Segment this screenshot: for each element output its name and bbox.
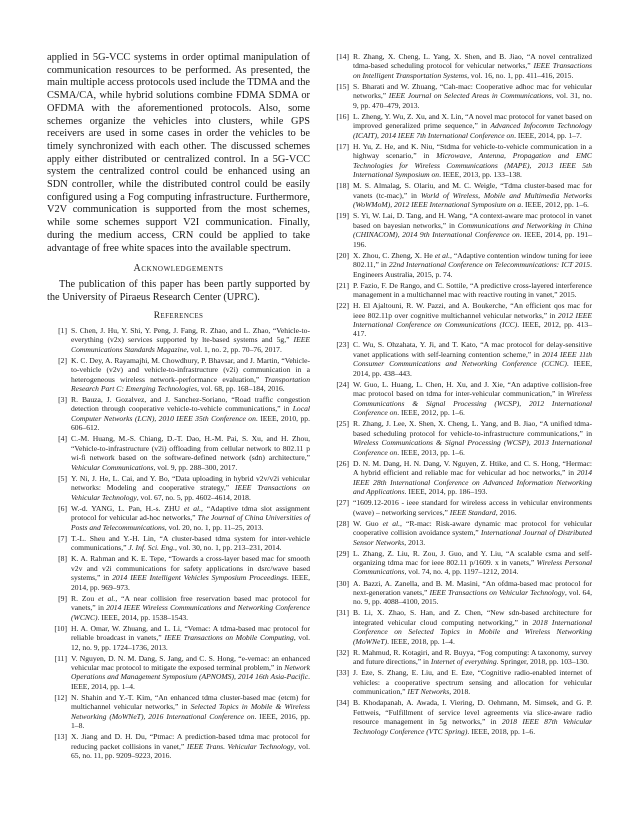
reference-authors-title: C.-M. Huang, M.-S. Chiang, D.-T. Dao, H.-M. Pai, S. Xu, and H. Zhou, “Vehicle-to-infrastructure (v2i) offloading from cellular network to 802.11 p wi-fi network based on the software-defined network (sdn) architecture,” <box>71 434 310 463</box>
reference-item <box>47 356 310 394</box>
reference-text <box>353 419 592 457</box>
reference-details: . Engineers Australia, 2015, p. 74. <box>353 260 593 279</box>
reference-details: , vol. 12, no. 9, pp. 1724–1736, 2013. <box>71 633 311 652</box>
reference-text <box>353 301 592 339</box>
reference-authors-title: X. Zhou, C. Zheng, X. He <box>353 250 433 260</box>
reference-authors-title: W. Guo <box>353 518 379 528</box>
reference-item <box>47 693 310 731</box>
reference-details: . IEEE, 2012, pp. 413–417. <box>353 319 592 339</box>
reference-details: . IEEE, 2010, pp. 606–612. <box>71 413 311 433</box>
reference-text <box>71 693 310 731</box>
reference-details: , vol. 64, no. 9, pp. 4088–4100, 2015. <box>353 587 592 607</box>
reference-text <box>71 434 310 472</box>
reference-item <box>329 211 592 249</box>
reference-venue: Internet of everything <box>430 657 497 667</box>
reference-authors-title: B. Khodapanah, A. Awada, I. Viering, D. Oehmann, M. Simsek, and G. P. Fettweis, “Fulfillment of service level agreements via slice-aware radio resource management in 5g networks,” in <box>353 698 592 727</box>
reference-item <box>47 326 310 354</box>
reference-details: . IEEE, 2014, pp. 191–196. <box>353 230 592 249</box>
reference-authors-title: H. A. Omar, W. Zhuang, and L. Li, “Vemac: A tdma-based mac protocol for reliable broadcast in vanets,” <box>71 623 310 643</box>
reference-text <box>353 181 592 209</box>
reference-venue: 2014 IEEE Intelligent Vehicles Symposium Proceedings <box>112 573 287 583</box>
reference-number: [20] <box>336 250 349 260</box>
reference-authors-title: A. Bazzi, A. Zanella, and B. M. Masini, “An ofdma-based mac protocol for next-generation vanets,” <box>353 578 592 597</box>
reference-venue: IET Networks <box>407 687 450 697</box>
reference-venue: IEEE Standard <box>449 507 496 517</box>
reference-list-right <box>329 52 592 736</box>
reference-text <box>353 281 592 300</box>
reference-et-al: et al. <box>183 503 202 513</box>
reference-venue: 22nd International Conference on Telecommunications: ICT 2015 <box>388 260 591 270</box>
reference-text <box>353 698 592 736</box>
reference-item <box>329 579 592 607</box>
reference-venue: Selected Topics in Mobile & Wireless Networking (MoWNeT), 2016 International Conference on <box>71 702 311 721</box>
reference-details: . IEEE, 2018, pp. 1–4. <box>387 636 455 646</box>
reference-venue: World of Wireless, Mobile and Multimedia Networks (WoWMoM), 2012 IEEE International Symposium on a <box>353 190 592 210</box>
reference-details: . IEEE, 2016, pp. 1–8. <box>71 711 310 731</box>
reference-text <box>353 112 592 140</box>
reference-venue: 2012 IEEE International Conference on Communications (ICC) <box>353 310 592 329</box>
reference-authors-title: R. Zhang, J. Lee, X. Shen, X. Cheng, L. Yang, and B. Jiao, “A unified tdma-based scheduling protocol for vehicle-to-infrastructure communications,” in <box>353 419 592 438</box>
reference-item <box>329 549 592 577</box>
reference-authors-title: T.-L. Sheu and Y.-H. Lin, “A cluster-based tdma system for inter-vehicle communications,” <box>71 533 310 553</box>
reference-number: [33] <box>336 668 349 678</box>
reference-venue: 2018 IEEE 87th Vehicular Technology Conference (VTC Spring) <box>353 717 592 736</box>
reference-number: [18] <box>336 181 349 191</box>
reference-details: . IEEE, 2012, pp. 1–6. <box>521 200 589 210</box>
reference-item <box>47 504 310 532</box>
reference-details: , vol. 30, no. 1, pp. 213–231, 2014. <box>174 543 282 553</box>
reference-text <box>71 554 310 592</box>
reference-authors-title: H. Yu, Z. He, and K. Niu, “Stdma for vehicle-to-vehicle communication in a highway scenario,” in <box>353 141 592 161</box>
reference-et-al: et al. <box>98 593 116 603</box>
reference-authors-title: D. N. M. Dang, H. N. Dang, V. Nguyen, Z. Htike, and C. S. Hong, “Hermac: A hybrid efficient and reliable mac for vehicular ad hoc networks,” in <box>353 458 592 478</box>
reference-details: , vol. 16, no. 1, pp. 411–416, 2015. <box>467 70 574 80</box>
reference-text <box>353 498 592 517</box>
reference-item <box>47 434 310 472</box>
acknowledgements-heading: Acknowledgements <box>133 263 224 275</box>
reference-text <box>71 395 310 433</box>
reference-authors-title: X. Jiang and D. H. Du, “Ptmac: A prediction-based tdma mac protocol for reducing packet collisions in vanet,” <box>71 732 310 751</box>
reference-authors-title: M. S. Almalag, S. Olariu, and M. C. Weigle, “Tdma cluster-based mac for vanets (tc-mac),” in <box>353 181 592 200</box>
reference-number: [5] <box>58 473 67 483</box>
reference-title: , “Adaptive contention window tuning for ieee 802.11,” in <box>353 250 592 270</box>
reference-text <box>71 474 310 502</box>
reference-details: . IEEE, 2013, pp. 133–138. <box>439 170 522 180</box>
reference-venue: 2018 International Conference on Selected Topics in Mobile and Wireless Networking (MoWNeT) <box>353 617 593 646</box>
reference-authors-title: V. Nguyen, D. N. M. Dang, S. Jang, and C. S. Hong, “e-vemac: an enhanced vehicular mac protocol to mitigate the exposed terminal problem,” in <box>71 653 310 672</box>
reference-number: [9] <box>58 593 67 603</box>
reference-authors-title: R. Zou <box>71 593 95 603</box>
reference-number: [15] <box>336 81 349 91</box>
reference-venue: Network Operations and Management Symposium (APNOMS), 2014 16th Asia-Pacific <box>71 663 310 682</box>
reference-authors-title: L. Zhang, Z. Liu, R. Zou, J. Guo, and Y. Liu, “A scalable csma and self-organizing tdma mac for ieee 802.11 p/1609. x in vanets,” <box>353 548 592 568</box>
reference-authors-title: “1609.12-2016 - ieee standard for wireless access in vehicular environments (wave) – networking services,” <box>353 498 592 517</box>
reference-number: [25] <box>336 419 349 429</box>
reference-venue: IEEE Journal on Selected Areas in Communications <box>388 91 552 101</box>
reference-authors-title: R. Zhang, X. Cheng, L. Yang, X. Shen, and B. Jiao, “A novel centralized tdma-based scheduling protocol for vehicular networks,” <box>353 52 592 71</box>
reference-details: , vol. 20, no. 1, pp. 11–25, 2013. <box>164 522 264 532</box>
reference-number: [17] <box>336 141 349 151</box>
reference-number: [13] <box>54 732 67 742</box>
reference-details: , 2016. <box>495 507 517 517</box>
acknowledgements-text: The publication of this paper has been partly supported by the University of Piraeus Research Center (UPRC). <box>47 279 310 303</box>
reference-authors-title: S. Yi, W. Lai, D. Tang, and H. Wang, “A context-aware mac protocol in vanet based on bayesian networks,” in <box>353 211 592 230</box>
reference-item <box>329 52 592 80</box>
reference-venue: Communications and Networking in China (CHINACOM), 2014 9th International Conference on <box>353 220 592 240</box>
reference-text <box>353 648 592 667</box>
reference-details: . IEEE, 2014, pp. 969–973. <box>71 573 311 592</box>
reference-authors-title: K. C. Dey, A. Rayamajhi, M. Chowdhury, P. Bhavsar, and J. Martin, “Vehicle-to-vehicle (v2v) and vehicle-to-infrastructure (v2i) communication in a heterogeneous wireless network–performance evaluation,” <box>71 355 310 384</box>
reference-authors-title: C. Wu, S. Ohzahata, Y. Ji, and T. Kato, “A mac protocol for delay-sensitive vanet applications with self-learning contention scheme,” in <box>353 340 592 359</box>
reference-details: . IEEE, 2013, pp. 1–6. <box>397 447 465 457</box>
reference-details: , vol. 31, no. 9, pp. 470–479, 2013. <box>353 91 592 110</box>
reference-venue: Microwave, Antenna, Propagation and EMC Technologies for Wireless Communications (MAPE), 2013 IEEE 5th International Symposium on <box>353 151 592 180</box>
reference-number: [4] <box>58 434 67 444</box>
reference-number: [3] <box>58 395 67 405</box>
reference-details: . IEEE, 2014, pp. 186–193. <box>404 487 488 497</box>
reference-details: . IEEE, 2014, pp. 1538–1543. <box>97 612 189 622</box>
reference-details: . IEEE, 2014, pp. 1–4. <box>71 672 310 691</box>
reference-item <box>47 474 310 502</box>
reference-venue: 2014 IEEE 28th International Conference on Advanced Information Networking and Applications <box>353 468 592 497</box>
reference-text <box>353 608 592 646</box>
reference-item <box>329 698 592 736</box>
reference-number: [26] <box>336 458 349 468</box>
reference-details: , 2018. <box>449 687 471 697</box>
left-column <box>47 52 310 762</box>
reference-number: [23] <box>336 340 349 350</box>
reference-number: [22] <box>336 301 349 311</box>
reference-et-al: et al. <box>434 250 450 260</box>
reference-authors-title: R. Mahmud, R. Kotagiri, and R. Buyya, “Fog computing: A taxonomy, survey and future directions,” in <box>353 647 592 667</box>
reference-details: , vol. 68, pp. 168–184, 2016. <box>197 383 285 393</box>
reference-text <box>71 356 310 394</box>
reference-number: [2] <box>58 355 67 365</box>
reference-venue: Wireless Personal Communications <box>353 558 592 577</box>
reference-text <box>71 534 310 553</box>
reference-venue: J. Inf. Sci. Eng. <box>128 543 175 553</box>
reference-number: [29] <box>336 548 349 558</box>
reference-number: [27] <box>336 498 349 508</box>
reference-details: , vol. 1, no. 2, pp. 70–76, 2017. <box>186 344 282 354</box>
reference-venue: International Journal of Distributed Sensor Networks <box>353 528 592 547</box>
reference-text <box>353 142 592 180</box>
reference-number: [24] <box>336 379 349 389</box>
reference-item <box>329 498 592 517</box>
reference-venue: Wireless Communications & Signal Processing (WCSP), 2013 International Conference on <box>353 438 592 457</box>
reference-item <box>47 594 310 622</box>
reference-venue: Local Computer Networks (LCN), 2010 IEEE 35th Conference on <box>71 404 310 423</box>
reference-authors-title: L. Zheng, Y. Wu, Z. Xu, and X. Lin, “A novel mac protocol for vanet based on improved generalized prime sequence,” in <box>353 111 592 131</box>
reference-authors-title: W. Guo, L. Huang, L. Chen, H. Xu, and J. Xie, “An adaptive collision-free mac protocol based on tdma for inter-vehicular communication,” in <box>353 379 592 399</box>
reference-text <box>353 82 592 110</box>
reference-details: . IEEE, 2014, pp. 438–443. <box>353 359 592 378</box>
reference-item <box>47 395 310 433</box>
reference-item <box>329 668 592 696</box>
reference-number: [31] <box>336 608 349 618</box>
reference-authors-title: W.-d. YANG, L. Pan, H.-s. ZHU <box>71 503 180 513</box>
reference-number: [11] <box>54 653 67 663</box>
reference-number: [12] <box>54 692 67 702</box>
reference-number: [19] <box>336 211 349 221</box>
reference-item <box>329 281 592 300</box>
reference-text <box>353 251 592 279</box>
reference-item <box>329 648 592 667</box>
reference-authors-title: S. Bharati and W. Zhuang, “Cah-mac: Cooperative adhoc mac for vehicular networks,” <box>353 81 592 101</box>
reference-item <box>329 419 592 457</box>
reference-venue: Vehicular Communications <box>71 462 154 472</box>
reference-number: [6] <box>58 503 67 513</box>
reference-authors-title: R. Bauza, J. Gozalvez, and J. Sanchez-Soriano, “Road traffic congestion detection through cooperative vehicle-to-vehicle communications,” in <box>71 395 310 414</box>
reference-venue: IEEE Transactions on Intelligent Transportation Systems <box>353 61 592 80</box>
reference-item <box>329 301 592 339</box>
reference-text <box>71 654 310 692</box>
reference-number: [28] <box>336 518 349 528</box>
reference-item <box>47 534 310 553</box>
reference-text <box>353 549 592 577</box>
reference-venue: IEEE Trans. Vehicular Technology <box>186 741 294 751</box>
references-heading: References <box>153 310 204 321</box>
reference-text <box>353 668 592 696</box>
reference-number: [8] <box>58 554 67 564</box>
reference-item <box>47 654 310 692</box>
reference-details: , vol. 9, pp. 288–300, 2017. <box>153 462 238 472</box>
reference-text <box>353 519 592 547</box>
body-paragraph: applied in 5G-VCC systems in order optimal manipulation of communication resources to be performed. As presented, the main multiple access protocols used include the TDMA and the CSMA/CA, while hybrid solutions combine FDMA SDMA or OFDMA with the aforementioned protocols. Also, some schemes organize the vehicles into clusters, while GPS receivers are used in some cases in order the vehicles to be timely synchronized with each other. The discussed schemes apply either distributed or centralized control. In a 5G-VCC system the centralized control could be enhanced using an SDN controller, while the distributed control could be easily configured using a Fog computing infrastructure. Furthermore, V2V communication is supported from the most schemes, while some schemes support V2I communication. Finally, during the medium access, CRN could be applied to take advantage of free white spaces into the available spectrum. <box>47 52 310 254</box>
reference-details: , vol. 74, no. 4, pp. 1197–1212, 2014. <box>404 567 519 577</box>
reference-text <box>353 340 592 378</box>
reference-item <box>329 380 592 418</box>
reference-title: , “A near collision free reservation based mac protocol for vanets,” in <box>71 593 310 613</box>
reference-item <box>329 82 592 110</box>
reference-item <box>329 181 592 209</box>
right-column <box>329 52 592 738</box>
reference-item <box>329 340 592 378</box>
reference-text <box>71 326 310 354</box>
reference-number: [1] <box>58 325 67 335</box>
reference-details: , 2013. <box>404 537 426 547</box>
reference-item <box>329 112 592 140</box>
reference-number: [16] <box>336 111 349 121</box>
reference-text <box>353 211 592 249</box>
reference-item <box>329 459 592 497</box>
reference-details: . IEEE, 2014, pp. 1–7. <box>514 130 582 140</box>
reference-number: [10] <box>54 623 67 633</box>
reference-authors-title: B. Li, X. Zhao, S. Han, and Z. Chen, “New sdn-based architecture for integrated vehicular cloud computing networking,” in <box>353 608 592 627</box>
reference-venue: The Journal of China Universities of Posts and Telecommunications <box>71 513 310 532</box>
reference-item <box>329 519 592 547</box>
reference-number: [30] <box>336 578 349 588</box>
reference-text <box>71 504 310 532</box>
reference-text <box>71 732 310 760</box>
reference-number: [34] <box>336 698 349 708</box>
reference-item <box>329 608 592 646</box>
reference-number: [7] <box>58 533 67 543</box>
reference-authors-title: Y. Ni, J. He, L. Cai, and Y. Bo, “Data uploading in hybrid v2v/v2i vehicular networks: Modeling and cooperative strategy,” <box>71 473 310 493</box>
reference-text <box>353 459 592 497</box>
reference-item <box>47 732 310 760</box>
reference-text <box>71 594 310 622</box>
reference-item <box>329 142 592 180</box>
reference-details: , vol. 65, no. 11, pp. 9209–9223, 2016. <box>71 741 310 761</box>
reference-details: . Springer, 2018, pp. 103–130. <box>496 657 589 667</box>
reference-venue: Wireless Communications & Signal Processing (WCSP), 2012 International Conference on <box>353 389 592 418</box>
reference-details: , vol. 67, no. 5, pp. 4602–4614, 2018. <box>136 492 251 502</box>
reference-venue: IEEE Transactions on Mobile Computing <box>164 633 294 643</box>
reference-authors-title: K. A. Rahman and K. E. Tepe, “Towards a cross-layer based mac for smooth v2v and v2i communications for safety applications in dsrc/wave based systems,” in <box>71 554 310 583</box>
reference-list-left <box>47 326 310 761</box>
reference-authors-title: N. Shahin and Y.-T. Kim, “An enhanced tdma cluster-based mac (etcm) for multichannel vehicular networks,” in <box>71 692 310 712</box>
reference-item <box>329 251 592 279</box>
reference-venue: 2014 IEEE Wireless Communications and Networking Conference (WCNC) <box>71 603 310 622</box>
reference-item <box>47 624 310 652</box>
reference-number: [21] <box>336 280 349 290</box>
reference-et-al: et al. <box>382 518 400 528</box>
reference-details: . IEEE, 2012, pp. 1–6. <box>397 408 465 418</box>
reference-venue: Transportation Research Part C: Emerging Technologies <box>71 374 310 393</box>
reference-authors-title: H. El Ajaltouni, R. W. Pazzi, and A. Boukerche, “An efficient qos mac for ieee 802.11p over cognitive multichannel vehicular networks,” in <box>353 301 592 320</box>
reference-venue: 2014 IEEE 11th Consumer Communications and Networking Conference (CCNC) <box>353 349 593 369</box>
reference-number: [32] <box>336 647 349 657</box>
reference-title: , “Adaptive tdma slot assignment protocol for vehicular ad-hoc networks,” <box>71 503 310 523</box>
reference-item <box>47 554 310 592</box>
reference-number: [14] <box>336 52 349 61</box>
reference-venue: IEEE Transactions on Vehicular Technology <box>71 483 310 502</box>
reference-text <box>353 52 592 80</box>
reference-authors-title: J. Eze, S. Zhang, E. Liu, and E. Eze, “Cognitive radio-enabled internet of vehicles: a cooperative spectrum sensing and allocation for vehicular communication,” <box>353 668 592 697</box>
reference-title: , “R-mac: Risk-aware dynamic mac protocol for vehicular cooperative collision avoidance system,” <box>353 518 592 538</box>
reference-text <box>353 579 592 607</box>
reference-details: . IEEE, 2018, pp. 1–6. <box>467 726 536 736</box>
reference-venue: IEEE Communications Standards Magazine <box>71 335 310 354</box>
reference-text <box>71 624 310 652</box>
reference-text <box>353 380 592 418</box>
reference-venue: IEEE Transactions on Vehicular Technology <box>429 587 565 597</box>
reference-authors-title: S. Chen, J. Hu, Y. Shi, Y. Peng, J. Fang, R. Zhao, and L. Zhao, “Vehicle-to-everything (v2x) services supported by lte-based systems and 5g,” <box>71 325 310 345</box>
reference-authors-title: P. Fazio, F. De Rango, and C. Sottile, “A predictive cross-layered interference management in a multichannel mac with reactive routing in vanet,” 2015. <box>353 280 592 300</box>
reference-venue: Advanced Infocomm Technology (ICAIT), 2014 IEEE 7th International Conference on <box>353 121 592 140</box>
